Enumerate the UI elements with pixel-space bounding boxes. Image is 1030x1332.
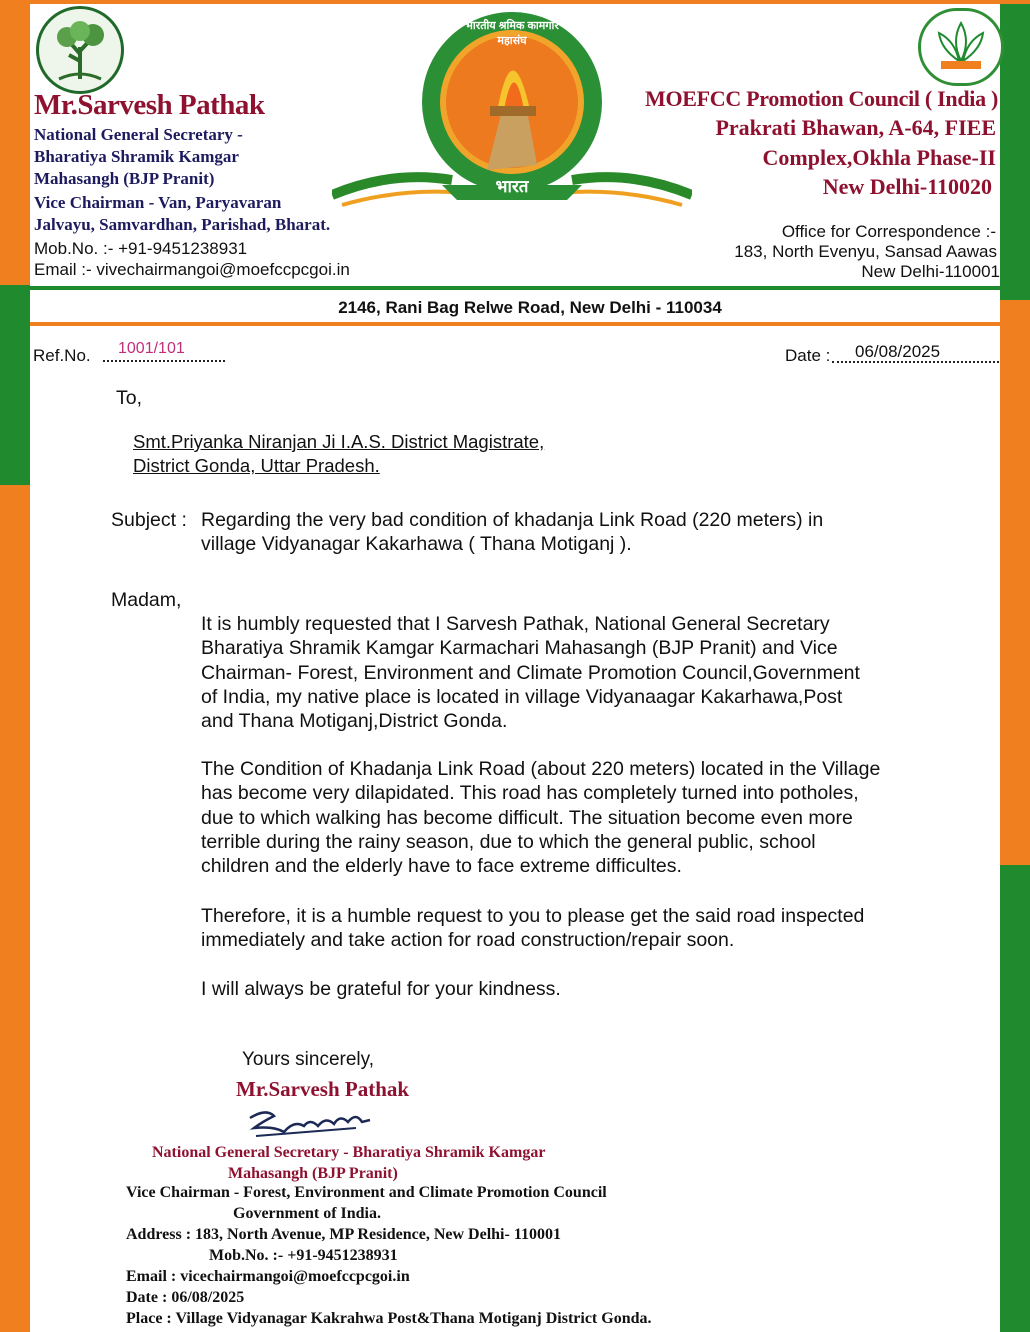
to-line: To, — [116, 387, 143, 409]
header-left-line-3: Mahasangh (BJP Pranit) — [34, 169, 215, 188]
paragraph-2-line-3: due to which walking has become difficult. The situation become even more — [201, 806, 853, 829]
left-stripe-saffron-2 — [0, 485, 30, 1332]
paragraph-1 — [201, 612, 860, 733]
lotus-logo-icon — [918, 8, 1004, 86]
subject-line-2: village Vidyanagar Kakarhawa ( Thana Motiganj ). — [201, 533, 632, 555]
paragraph-1-line-1: It is humbly requested that I Sarvesh Pathak, National General Secretary — [201, 613, 830, 635]
header-right-line-2: Prakrati Bhawan, A-64, FIEE — [715, 115, 996, 140]
paragraph-2-line-1: The Condition of Khadanja Link Road (about 220 meters) located in the Village — [201, 758, 881, 780]
right-stripe-green-2 — [1000, 865, 1030, 1332]
date-value: 06/08/2025 — [855, 342, 941, 361]
emblem-bottom-text: भारत — [495, 177, 529, 196]
address-bar-bottom-rule — [30, 322, 1005, 326]
recipient-line-1: Smt.Priyanka Niranjan Ji I.A.S. District Magistrate, — [133, 431, 545, 452]
address-bar: 2146, Rani Bag Relwe Road, New Delhi - 110034 — [338, 298, 722, 317]
footer-email: Email : vicechairmangoi@moefccpcgoi.in — [126, 1268, 410, 1285]
paragraph-1-line-3: Chairman- Forest, Environment and Climate Promotion Council,Government — [201, 661, 860, 684]
paragraph-4 — [201, 977, 561, 1001]
paragraph-2 — [201, 757, 880, 878]
paragraph-1-line-4: of India, my native place is located in village Vidyanaagar Kakarhawa,Post — [201, 685, 843, 708]
ref-label: Ref.No. — [33, 346, 91, 365]
header-left-line-5: Jalvayu, Samvardhan, Parishad, Bharat. — [34, 215, 331, 234]
ref-number: 1001/101 — [118, 340, 185, 357]
address-bar-top-rule — [30, 286, 1000, 290]
footer-address: Address : 183, North Avenue, MP Residence, New Delhi- 110001 — [126, 1226, 561, 1243]
footer-mobile: Mob.No. :- +91-9451238931 — [209, 1247, 398, 1264]
footer-place: Place : Village Vidyanagar Kakrahwa Post&Thana Motiganj District Gonda. — [126, 1310, 652, 1327]
emblem-arc-text: भारतीय श्रमिक कामगार महासंघ — [465, 20, 559, 47]
left-stripe-saffron — [0, 0, 30, 285]
right-stripe-saffron — [1000, 300, 1030, 865]
paragraph-2-line-2: has become very dilapidated. This road has completely turned into potholes, — [201, 782, 859, 805]
correspondence-line-2: 183, North Evenyu, Sansad Aawas — [734, 242, 997, 261]
header-mobile: Mob.No. :- +91-9451238931 — [34, 239, 248, 258]
recipient-line-2: District Gonda, Uttar Pradesh. — [133, 455, 380, 476]
correspondence-line-3: New Delhi-110001 — [861, 262, 1000, 281]
header-right-line-1: MOEFCC Promotion Council ( India ) — [644, 86, 998, 111]
emblem-logo — [332, 10, 692, 220]
header-right-line-3: Complex,Okhla Phase-II — [762, 145, 996, 170]
paragraph-1-line-5: and Thana Motiganj,District Gonda. — [201, 710, 508, 733]
right-stripe-green — [1000, 0, 1030, 300]
footer-vice-1: Vice Chairman - Forest, Environment and Climate Promotion Council — [126, 1184, 607, 1201]
closing: Yours sincerely, — [242, 1049, 375, 1070]
footer-date: Date : 06/08/2025 — [126, 1289, 245, 1306]
handwritten-signature — [244, 1106, 384, 1146]
header-left-line-4: Vice Chairman - Van, Paryavaran — [34, 193, 282, 212]
paragraph-2-line-5: children and the elderly have to face extreme difficultes. — [201, 855, 682, 878]
footer-vice-2: Government of India. — [233, 1205, 381, 1222]
tree-logo-icon — [36, 6, 124, 94]
paragraph-3-line-1: Therefore, it is a humble request to you to please get the said road inspected — [201, 905, 865, 927]
salutation: Madam, — [111, 589, 182, 611]
header-name: Mr.Sarvesh Pathak — [34, 89, 265, 121]
date-label: Date : — [785, 346, 831, 365]
paragraph-2-line-4: terrible during the rainy season, due to which the general public, school — [201, 830, 816, 853]
left-stripe-green — [0, 285, 30, 485]
correspondence-line-1: Office for Correspondence :- — [781, 222, 996, 241]
paragraph-3-line-2: immediately and take action for road construction/repair soon. — [201, 929, 735, 952]
paragraph-4-line-1: I will always be grateful for your kindness. — [201, 978, 561, 1000]
footer-designation-2: Mahasangh (BJP Pranit) — [228, 1165, 398, 1182]
header-right-line-4: New Delhi-110020 — [822, 174, 992, 199]
footer-designation-1: National General Secretary - Bharatiya Shramik Kamgar — [152, 1144, 546, 1161]
paragraph-3 — [201, 904, 864, 953]
header-left-line-1: National General Secretary - — [34, 125, 243, 144]
signature-name: Mr.Sarvesh Pathak — [236, 1077, 410, 1101]
paragraph-1-line-2: Bharatiya Shramik Kamgar Karmachari Mahasangh (BJP Pranit) and Vice — [201, 637, 838, 660]
subject-label: Subject : — [111, 509, 187, 531]
subject-line-1: Regarding the very bad condition of khadanja Link Road (220 meters) in — [201, 509, 824, 531]
header-email: Email :- vivechairmangoi@moefccpcgoi.in — [34, 260, 350, 279]
top-border — [0, 0, 1030, 4]
header-left-line-2: Bharatiya Shramik Kamgar — [34, 147, 239, 166]
